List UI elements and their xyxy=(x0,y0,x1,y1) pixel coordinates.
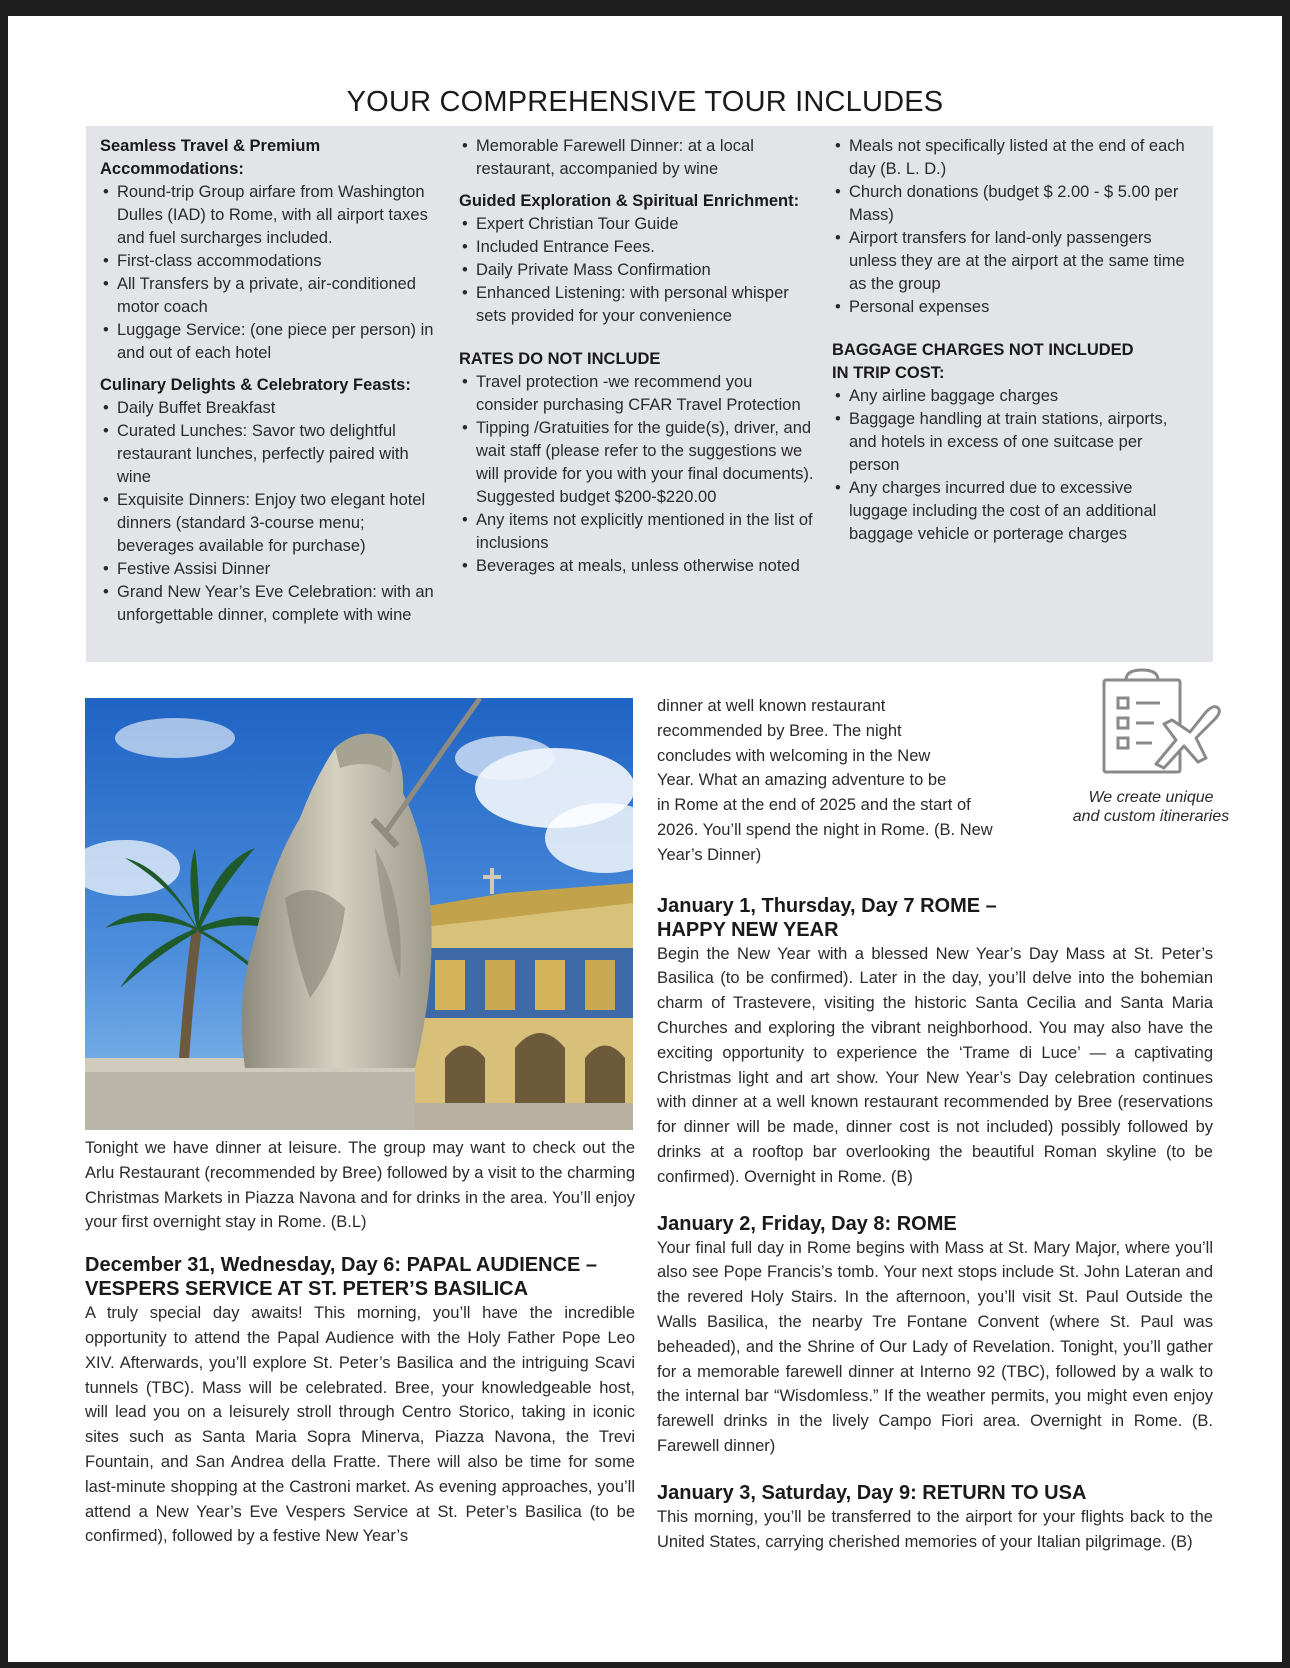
list-item: • Grand New Year’s Eve Celebration: with an unforgettable dinner, complete with wine xyxy=(100,581,445,627)
day8-heading: January 2, Friday, Day 8: ROME xyxy=(657,1212,957,1235)
page-title: YOUR COMPREHENSIVE TOUR INCLUDES xyxy=(346,86,944,118)
list-item: • Expert Christian Tour Guide xyxy=(459,213,814,236)
right-text-column xyxy=(657,694,1213,1554)
day9-paragraph: This morning, you’ll be transferred to the airport for your flights back to the United States, carrying cherished memories of your Italian pilgrimage. (B) xyxy=(657,1507,1213,1551)
list-item: • Enhanced Listening: with personal whisper sets provided for your convenience xyxy=(459,282,814,328)
list-item: • Curated Lunches: Savor two delightful restaurant lunches, perfectly paired with wine xyxy=(100,420,445,489)
list-item: • Church donations (budget $ 2.00 - $ 5.00 per Mass) xyxy=(832,181,1192,227)
includes-column-2 xyxy=(459,135,814,578)
day8-paragraph: Your final full day in Rome begins with Mass at St. Mary Major, where you’ll also see Pope Francis’s tomb. Your next stops include St. John Lateran and the revered Holy Stairs. In the afternoon, you’ll visit St. Paul Outside the Walls Basilica, the nearby Tre Fontane Convent (where St. Paul was beheaded), and the Shrine of Our Lady of Revelation. Tonight, you’ll gather for a memorable farewell dinner at Interno 92 (TBC), followed by a walk to the internal bar “Wisdomless.” If the weather permits, you might even enjoy farewell drinks in the lively Campo Fiori area. Overnight in Rome. (B. Farewell dinner) xyxy=(657,1238,1213,1455)
list-item: • Festive Assisi Dinner xyxy=(100,558,445,581)
list-item: • Tipping /Gratuities for the guide(s), driver, and wait staff (please refer to the suggestions we will provide for you with your final documents). Suggested budget $200-$220.00 xyxy=(459,417,814,509)
list-item: • Beverages at meals, unless otherwise noted xyxy=(459,555,814,578)
list-item: • Personal expenses xyxy=(832,296,1192,319)
tour-includes-box xyxy=(86,126,1213,662)
day7-paragraph: Begin the New Year with a blessed New Year’s Day Mass at St. Peter’s Basilica (to be confirmed). Later in the day, you’ll delve into the bohemian charm of Trastevere, visiting the historic Santa Cecilia and Santa Maria Churches and exploring the vibrant neighborhood. You may also have the exciting opportunity to experience the ‘Trame di Luce’ — a captivating Christmas light and art show. Your New Year’s Day celebration continues with dinner at a well known restaurant recommended by Bree (reservations for dinner will be made, dinner cost is not included) possibly followed by drinks at a rooftop bar overlooking the beautiful Roman skyline (to be confirmed). Overnight in Rome. (B) xyxy=(657,944,1213,1186)
section-heading-guided: Guided Exploration & Spiritual Enrichment: xyxy=(459,192,800,210)
section-heading-not-included: RATES DO NOT INCLUDE xyxy=(459,350,661,368)
day6-heading: December 31, Wednesday, Day 6: PAPAL AUDIENCE – VESPERS SERVICE AT ST. PETER’S BASILICA xyxy=(85,1254,598,1301)
day5-evening-paragraph: Tonight we have dinner at leisure. The group may want to check out the Arlu Restaurant (recommended by Bree) followed by a visit to the charming Christmas Markets in Piazza Navona and for drinks in the area. You’ll enjoy your first overnight stay in Rome. (B.L) xyxy=(85,1139,635,1232)
section-heading-travel: Seamless Travel & Premium Accommodations: xyxy=(100,137,321,178)
list-item: • Round-trip Group airfare from Washington Dulles (IAD) to Rome, with all airport taxes and fuel surcharges included. xyxy=(100,181,445,250)
day6-paragraph: A truly special day awaits! This morning, you’ll have the incredible opportunity to attend the Papal Audience with the Holy Father Pope Leo XIV. Afterwards, you’ll explore St. Peter’s Basilica and the intriguing Scavi tunnels (TBC). Mass will be celebrated. Bree, your knowledgeable host, will lead you on a leisurely stroll through Centro Storico, taking in iconic sites such as Santa Maria Sopra Minerva, Piazza Navona, the Trevi Fountain, and San Andrea della Fratte. There will also be time for some last-minute shopping at the Castroni market. As evening approaches, you’ll attend a New Year’s Eve Vespers Service at St. Peter’s Basilica (to be confirmed), followed by a festive New Year’s xyxy=(85,1304,635,1546)
section-heading-culinary: Culinary Delights & Celebratory Feasts: xyxy=(100,376,411,394)
list-item: • Travel protection -we recommend you consider purchasing CFAR Travel Protection xyxy=(459,371,814,417)
day7-heading: January 1, Thursday, Day 7 ROME – HAPPY NEW YEAR xyxy=(657,894,997,941)
not-included-list xyxy=(459,371,814,578)
farewell-list xyxy=(459,135,814,181)
list-item: • Memorable Farewell Dinner: at a local restaurant, accompanied by wine xyxy=(459,135,814,181)
list-item: • Meals not specifically listed at the end of each day (B. L. D.) xyxy=(832,135,1192,181)
baggage-list xyxy=(832,385,1192,546)
section-heading-baggage: BAGGAGE CHARGES NOT INCLUDED IN TRIP COST: xyxy=(832,341,1134,382)
list-item: • Daily Private Mass Confirmation xyxy=(459,259,814,282)
guided-list xyxy=(459,213,814,328)
travel-list xyxy=(100,181,445,365)
brochure-page xyxy=(8,16,1282,1662)
list-item: • First-class accommodations xyxy=(100,250,445,273)
day9-heading: January 3, Saturday, Day 9: RETURN TO USA xyxy=(657,1481,1087,1504)
list-item: • Any airline baggage charges xyxy=(832,385,1192,408)
list-item: • Exquisite Dinners: Enjoy two elegant hotel dinners (standard 3-course menu; beverages available for purchase) xyxy=(100,489,445,558)
itinerary-caption: We create unique and custom itineraries xyxy=(1072,789,1230,825)
includes-column-3 xyxy=(832,135,1192,546)
list-item: • All Transfers by a private, air-conditioned motor coach xyxy=(100,273,445,319)
includes-column-1 xyxy=(100,135,445,627)
culinary-list xyxy=(100,397,445,627)
list-item: • Airport transfers for land-only passengers unless they are at the airport at the same time as the group xyxy=(832,227,1192,296)
st-paul-statue-photo xyxy=(85,698,633,1130)
list-item: • Daily Buffet Breakfast xyxy=(100,397,445,420)
list-item: • Baggage handling at train stations, airports, and hotels in excess of one suitcase per person xyxy=(832,408,1192,477)
list-item: • Luggage Service: (one piece per person) in and out of each hotel xyxy=(100,319,445,365)
left-text-column xyxy=(85,1136,635,1549)
day6-continuation: dinner at well known restaurant recommended by Bree. The night concludes with welcoming in the New Year. What an amazing adventure to be in Rome at the end of 2025 and the start of 2026. You’ll spend the night in Rome. (B. New Year’s Dinner) xyxy=(657,697,993,864)
list-item: • Included Entrance Fees. xyxy=(459,236,814,259)
list-item: • Any items not explicitly mentioned in the list of inclusions xyxy=(459,509,814,555)
not-included-list-cont xyxy=(832,135,1192,319)
list-item: • Any charges incurred due to excessive luggage including the cost of an additional baggage vehicle or porterage charges xyxy=(832,477,1192,546)
